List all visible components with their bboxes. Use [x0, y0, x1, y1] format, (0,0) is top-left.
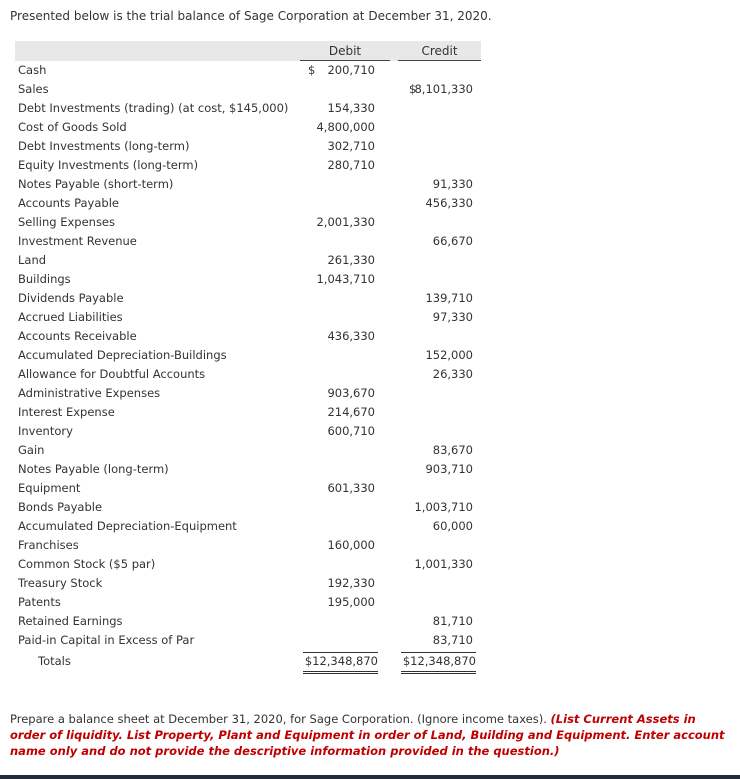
debit-amount: 302,710	[327, 139, 375, 153]
table-header	[15, 41, 481, 61]
debit-amount: 214,670	[327, 405, 375, 419]
credit-amount: 83,710	[432, 633, 473, 647]
debit-amount: 4,800,000	[316, 120, 375, 134]
debit-amount: 2,001,330	[316, 215, 375, 229]
account-name: Paid-in Capital in Excess of Par	[18, 633, 195, 647]
credit-amount: 8,101,330	[414, 82, 473, 96]
table-row	[15, 213, 481, 232]
table-row	[15, 118, 481, 137]
account-name: Administrative Expenses	[18, 386, 161, 400]
table-row	[15, 270, 481, 289]
table-row	[15, 175, 481, 194]
debit-amount: 195,000	[327, 595, 375, 609]
instruction-text: Prepare a balance sheet at December 31, 2020, for Sage Corporation. (Ignore income taxes).	[10, 712, 551, 726]
account-name: Franchises	[18, 538, 79, 552]
account-name: Accounts Payable	[18, 196, 119, 210]
account-name: Accounts Receivable	[18, 329, 137, 343]
account-name: Dividends Payable	[18, 291, 124, 305]
account-name: Accumulated Depreciation-Equipment	[18, 519, 237, 533]
totals-label: Totals	[38, 654, 71, 668]
account-name: Cost of Goods Sold	[18, 120, 127, 134]
account-name: Selling Expenses	[18, 215, 115, 229]
instructions	[10, 711, 732, 759]
credit-currency-sign: $	[409, 82, 417, 96]
table-row	[15, 536, 481, 555]
debit-amount: 261,330	[327, 253, 375, 267]
instruction-emphasis: (List Current Assets in order of liquidity. List Property, Plant and Equipment in order of Land, Building and Equipment. Enter account name only and do not provide the descriptive information provided in the question.)	[10, 712, 725, 758]
account-name: Retained Earnings	[18, 614, 123, 628]
table-row	[15, 289, 481, 308]
account-name: Land	[18, 253, 47, 267]
account-name: Notes Payable (long-term)	[18, 462, 169, 476]
account-name: Treasury Stock	[18, 576, 103, 590]
debit-amount: 1,043,710	[316, 272, 375, 286]
table-row	[15, 327, 481, 346]
account-name: Accrued Liabilities	[18, 310, 123, 324]
credit-total-rule	[401, 652, 476, 653]
table-row	[15, 80, 481, 99]
account-name: Interest Expense	[18, 405, 115, 419]
debit-currency-sign: $	[308, 63, 316, 77]
credit-amount: 91,330	[432, 177, 473, 191]
account-name: Notes Payable (short-term)	[18, 177, 174, 191]
totals-row	[15, 652, 481, 671]
debit-amount: 436,330	[327, 329, 375, 343]
account-name: Inventory	[18, 424, 73, 438]
credit-column-header: Credit	[421, 44, 458, 58]
table-row	[15, 365, 481, 384]
table-row	[15, 498, 481, 517]
credit-amount: 903,710	[425, 462, 473, 476]
intro-text: Presented below is the trial balance of Sage Corporation at December 31, 2020.	[10, 9, 492, 23]
account-name: Sales	[18, 82, 49, 96]
credit-amount: 66,670	[432, 234, 473, 248]
credit-total-double-rule	[401, 671, 476, 674]
table-row	[15, 460, 481, 479]
table-row	[15, 156, 481, 175]
table-row	[15, 555, 481, 574]
table-row	[15, 251, 481, 270]
credit-amount: 81,710	[432, 614, 473, 628]
debit-amount: 903,670	[327, 386, 375, 400]
credit-amount: 97,330	[432, 310, 473, 324]
bottom-divider	[0, 775, 740, 779]
account-name: Debt Investments (trading) (at cost, $145,000)	[18, 101, 289, 115]
credit-amount: 456,330	[425, 196, 473, 210]
debit-amount: 160,000	[327, 538, 375, 552]
account-name: Cash	[18, 63, 47, 77]
debit-total-rule	[303, 652, 378, 653]
table-row	[15, 441, 481, 460]
table-row	[15, 194, 481, 213]
table-row	[15, 574, 481, 593]
table-row	[15, 137, 481, 156]
account-name: Bonds Payable	[18, 500, 103, 514]
debit-amount: 601,330	[327, 481, 375, 495]
debit-amount: 200,710	[327, 63, 375, 77]
credit-amount: 26,330	[432, 367, 473, 381]
debit-total: $12,348,870	[304, 654, 378, 668]
account-name: Gain	[18, 443, 45, 457]
debit-total-double-rule	[303, 671, 378, 674]
account-name: Investment Revenue	[18, 234, 137, 248]
debit-amount: 600,710	[327, 424, 375, 438]
account-name: Debt Investments (long-term)	[18, 139, 190, 153]
table-row	[15, 422, 481, 441]
account-name: Patents	[18, 595, 61, 609]
account-name: Common Stock ($5 par)	[18, 557, 156, 571]
credit-amount: 83,670	[432, 443, 473, 457]
credit-amount: 1,003,710	[414, 500, 473, 514]
credit-total: $12,348,870	[402, 654, 476, 668]
table-row	[15, 593, 481, 612]
table-row	[15, 612, 481, 631]
credit-amount: 139,710	[425, 291, 473, 305]
table-body	[15, 61, 481, 650]
account-name: Equipment	[18, 481, 81, 495]
table-row	[15, 232, 481, 251]
debit-amount: 280,710	[327, 158, 375, 172]
credit-amount: 152,000	[425, 348, 473, 362]
table-row	[15, 631, 481, 650]
credit-amount: 60,000	[432, 519, 473, 533]
table-row	[15, 308, 481, 327]
table-row	[15, 403, 481, 422]
debit-amount: 192,330	[327, 576, 375, 590]
account-name: Equity Investments (long-term)	[18, 158, 199, 172]
debit-column-header: Debit	[328, 44, 362, 58]
account-name: Buildings	[18, 272, 71, 286]
table-row	[15, 61, 481, 80]
debit-amount: 154,330	[327, 101, 375, 115]
account-name: Allowance for Doubtful Accounts	[18, 367, 206, 381]
trial-balance-table	[15, 41, 481, 671]
account-name: Accumulated Depreciation-Buildings	[18, 348, 227, 362]
credit-amount: 1,001,330	[414, 557, 473, 571]
table-row	[15, 479, 481, 498]
table-row	[15, 517, 481, 536]
table-row	[15, 346, 481, 365]
table-row	[15, 99, 481, 118]
table-row	[15, 384, 481, 403]
